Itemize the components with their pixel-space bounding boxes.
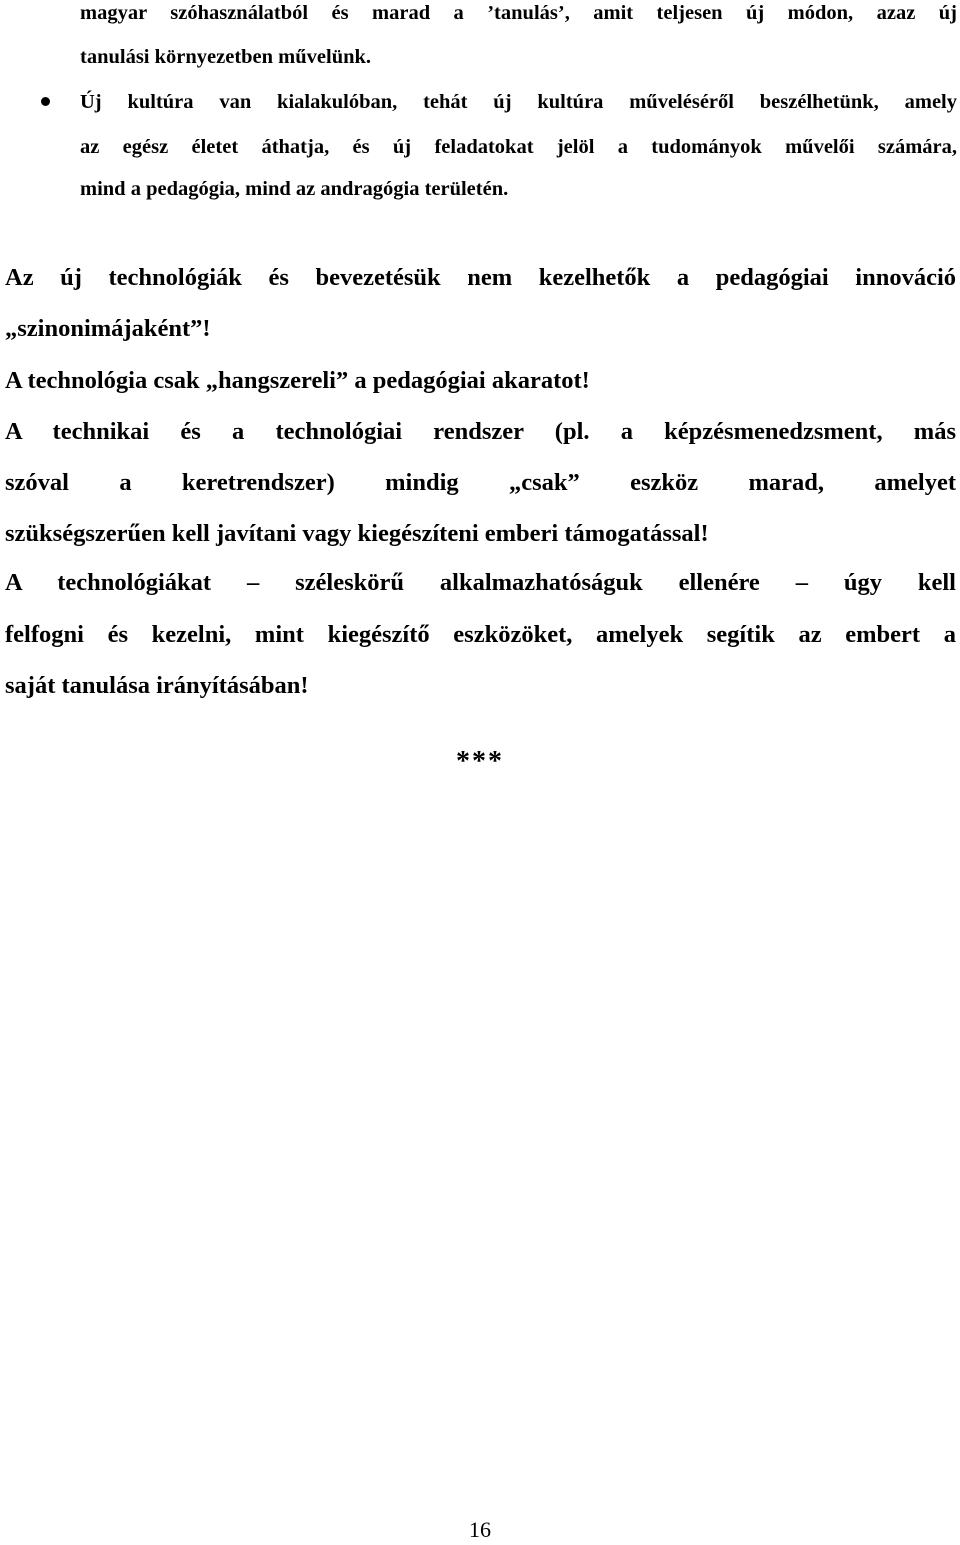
bullet-item-line-1: Új kultúra van kialakulóban, tehát új kultúra műveléséről beszélhetünk, amely bbox=[80, 91, 957, 113]
statement-1-line-1: Az új technológiák és bevezetésük nem kezelhetők a pedagógiai innováció bbox=[5, 264, 956, 291]
statement-4-line-2: felfogni és kezelni, mint kiegészítő eszközöket, amelyek segítik az embert a bbox=[5, 621, 956, 648]
section-separator: *** bbox=[456, 746, 504, 777]
bullet-item-line-3: mind a pedagógia, mind az andragógia területén. bbox=[80, 178, 509, 200]
statement-3-line-3: szükségszerűen kell javítani vagy kiegészíteni emberi támogatással! bbox=[5, 520, 709, 547]
statement-4-line-3: saját tanulása irányításában! bbox=[5, 672, 309, 699]
statement-2: A technológia csak „hangszereli” a pedagógiai akaratot! bbox=[5, 367, 590, 394]
continued-item-line-2: tanulási környezetben művelünk. bbox=[80, 46, 372, 68]
statement-4-line-1: A technológiákat – széleskörű alkalmazhatóságuk ellenére – úgy kell bbox=[5, 569, 956, 596]
bullet-item-line-2: az egész életet áthatja, és új feladatokat jelöl a tudományok művelői számára, bbox=[80, 136, 957, 158]
statement-1-line-2: „szinonimájaként”! bbox=[5, 315, 211, 342]
statement-3-line-2: szóval a keretrendszer) mindig „csak” eszköz marad, amelyet bbox=[5, 469, 956, 496]
page-number: 16 bbox=[469, 1517, 491, 1542]
continued-item-line-1: magyar szóhasználatból és marad a ’tanulás’, amit teljesen új módon, azaz új bbox=[80, 2, 957, 24]
statement-3-line-1: A technikai és a technológiai rendszer (pl. a képzésmenedzsment, más bbox=[5, 418, 956, 445]
bullet-icon bbox=[41, 97, 50, 106]
